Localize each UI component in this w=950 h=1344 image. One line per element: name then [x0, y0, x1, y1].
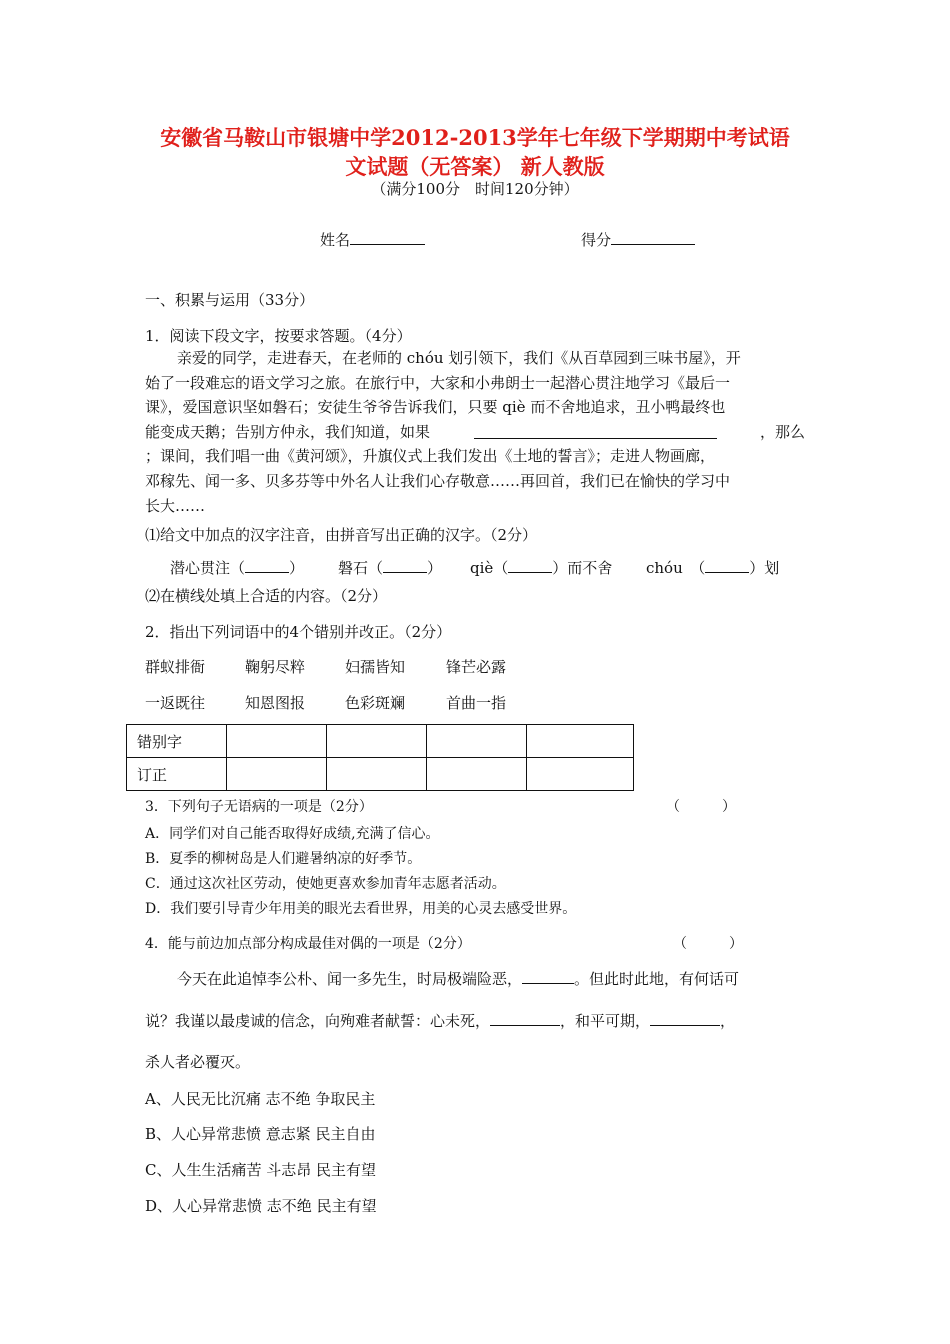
q2-word: 鞠躬尽粹	[245, 658, 306, 676]
table-row-header: 订正	[127, 758, 227, 791]
fill-label: chóu （	[646, 559, 706, 577]
q4-line-2	[145, 1010, 735, 1031]
q1-fill-c	[470, 557, 612, 578]
name-blank[interactable]	[350, 230, 425, 245]
q4-text: 。但此时此地，有何话可	[574, 970, 740, 988]
q2-word: 色彩斑斓	[345, 694, 406, 712]
answer-cell[interactable]	[527, 758, 634, 791]
q2-word: 锋芒必露	[446, 658, 507, 676]
answer-cell[interactable]	[427, 758, 527, 791]
q1-line-7	[145, 494, 805, 519]
q2-answer-table	[126, 724, 634, 791]
q1-line-text: 长大……	[145, 496, 206, 515]
q1-line-text: 能变成天鹅；告别方仲永，我们知道，如果	[145, 422, 431, 441]
q4-option-b: B、人心异常悲愤 意志紧 民主自由	[145, 1125, 376, 1143]
fill-label: ）划	[749, 559, 780, 577]
q1-line-text: 始了一段难忘的语文学习之旅。在旅行中，大家和小弗朗士一起潜心贯注地学习《最后一	[145, 373, 731, 392]
q2-word: 首曲一指	[446, 694, 507, 712]
q4-text: ，和平可期，	[560, 1012, 651, 1030]
exam-subtitle: （满分100分 时间120分钟）	[371, 180, 579, 198]
q4-line-1	[177, 968, 739, 989]
q1-fill-blank[interactable]	[474, 425, 717, 439]
fill-blank[interactable]	[245, 559, 289, 573]
q4-blank-2[interactable]	[490, 1012, 560, 1026]
q3-answer-paren[interactable]: （ ）	[666, 799, 736, 815]
q1-line-1	[145, 346, 805, 371]
fill-label: 潜心贯注（	[170, 559, 246, 577]
q1-line-4	[145, 420, 805, 445]
q3-option-d: D．我们要引导青少年用美的眼光去看世界，用美的心灵去感受世界。	[145, 901, 577, 917]
fill-blank[interactable]	[705, 559, 749, 573]
q1-fill-a	[170, 557, 304, 578]
q1-sub1: ⑴给文中加点的汉字注音，由拼音写出正确的汉字。（2分）	[145, 526, 538, 544]
score-blank[interactable]	[611, 230, 695, 245]
q1-line-text: 课》，爱国意识坚如磐石；安徒生爷爷告诉我们，只要 qiè 而不舍地追求，丑小鸭最终也	[145, 398, 726, 417]
q3-title: 3．下列句子无语病的一项是（2分）	[145, 799, 373, 815]
q1-line-text: ，那么	[759, 422, 805, 441]
q4-answer-paren[interactable]: （ ）	[673, 936, 743, 952]
score-label: 得分	[581, 231, 612, 249]
answer-cell[interactable]	[227, 725, 327, 758]
page-title-line1: 安徽省马鞍山市银塘中学2012-2013学年七年级下学期期中考试语	[160, 125, 790, 150]
answer-cell[interactable]	[427, 725, 527, 758]
q4-line-3: 杀人者必覆灭。	[145, 1053, 251, 1071]
q1-fill-b	[338, 557, 442, 578]
q1-line-3	[145, 395, 805, 420]
q2-word: 妇孺皆知	[345, 658, 406, 676]
q3-option-c: C．通过这次社区劳动，使她更喜欢参加青年志愿者活动。	[145, 876, 506, 892]
score-field	[581, 229, 695, 250]
q4-text: ，	[720, 1012, 736, 1030]
q1-line-2	[145, 371, 805, 396]
answer-cell[interactable]	[227, 758, 327, 791]
page-title-line2: 文试题（无答案） 新人教版	[345, 154, 605, 179]
fill-blank[interactable]	[508, 559, 552, 573]
table-row-header: 错别字	[127, 725, 227, 758]
fill-label: ）	[427, 559, 443, 577]
q2-word: 知恩图报	[245, 694, 306, 712]
q4-option-c: C、人生生活痛苦 斗志昂 民主有望	[145, 1161, 377, 1179]
q1-line-5	[145, 444, 805, 469]
fill-label: qiè（	[470, 559, 509, 577]
q1-line-text: 亲爱的同学，走进春天，在老师的 chóu 划引领下，我们《从百草园到三味书屋》，开	[177, 349, 741, 367]
fill-blank[interactable]	[383, 559, 427, 573]
q4-option-a: A、人民无比沉痛 志不绝 争取民主	[145, 1090, 376, 1108]
answer-cell[interactable]	[527, 725, 634, 758]
q4-text: 今天在此追悼李公朴、闻一多先生，时局极端险恶，	[177, 970, 523, 988]
table-row	[127, 725, 634, 758]
q1-fill-d	[646, 557, 779, 578]
q1-line-6	[145, 469, 805, 494]
q2-title: 2．指出下列词语中的4个错别并改正。（2分）	[145, 623, 452, 641]
answer-cell[interactable]	[327, 758, 427, 791]
q3-option-b: B．夏季的柳树岛是人们避暑纳凉的好季节。	[145, 851, 422, 867]
q4-blank-1[interactable]	[522, 970, 574, 984]
q2-word: 一返既往	[145, 694, 206, 712]
q1-line-text: ；课间，我们唱一曲《黄河颂》，升旗仪式上我们发出《土地的誓言》；走进人物画廊，	[145, 447, 716, 466]
q4-option-d: D、人心异常悲愤 志不绝 民主有望	[145, 1197, 377, 1215]
fill-label: ）	[289, 559, 305, 577]
q4-blank-3[interactable]	[650, 1012, 720, 1026]
fill-label: ）而不舍	[552, 559, 613, 577]
q1-line-text: 邓稼先、闻一多、贝多芬等中外名人让我们心存敬意……再回首，我们已在愉快的学习中	[145, 471, 731, 490]
section-heading: 一、积累与运用（33分）	[145, 291, 315, 309]
answer-cell[interactable]	[327, 725, 427, 758]
q1-passage	[145, 346, 805, 518]
q1-sub2: ⑵在横线处填上合适的内容。（2分）	[145, 587, 388, 605]
q2-word: 群蚁排衙	[145, 658, 206, 676]
q4-title: 4．能与前边加点部分构成最佳对偶的一项是（2分）	[145, 936, 471, 952]
fill-label: 磐石（	[338, 559, 384, 577]
name-field	[320, 229, 425, 250]
q3-option-a: A．同学们对自己能否取得好成绩,充满了信心。	[145, 826, 440, 842]
q1-title: 1．阅读下段文字，按要求答题。（4分）	[145, 327, 412, 345]
table-row	[127, 758, 634, 791]
q4-text: 说？我谨以最虔诚的信念，向殉难者献誓：心未死，	[145, 1012, 491, 1030]
name-label: 姓名	[320, 231, 351, 249]
